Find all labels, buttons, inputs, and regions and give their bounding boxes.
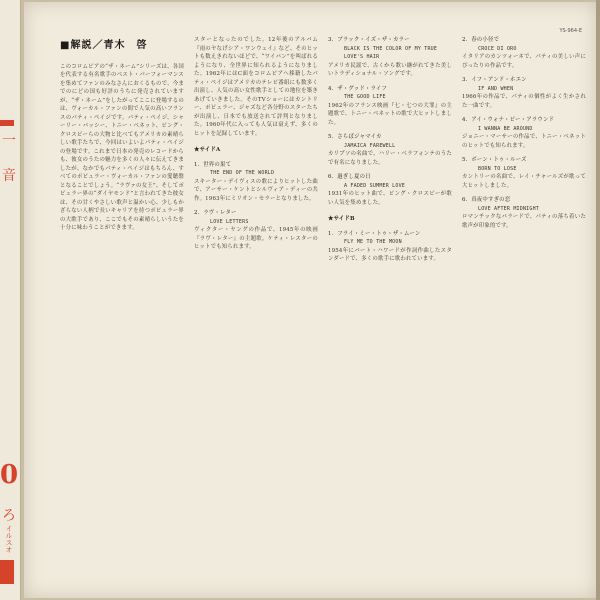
- track-description: カリプソの名曲で、ハリー・ベラフォンテのうたで有名になりました。: [328, 151, 452, 166]
- track-description: 1962年のフランス映画『七・七つの大罪』の主題歌で、トニー・ベネットの歌で大ヒットしました。: [328, 102, 452, 126]
- track-description: ヴィクター・ヤングの作品で、1945年の映画『ラヴ・レター』の主題歌。ケティ・レスターのヒットでも知られます。: [194, 227, 318, 250]
- track-title-jp: 1．フライ・ミー・トゥ・ザ・ムーン: [328, 230, 421, 237]
- track-description: イタリアのカンツォーネで、パティの美しい声にぴったりの作品です。: [462, 54, 586, 69]
- track-title-en: THE END OF THE WORLD: [210, 170, 275, 176]
- liner-column-3: [328, 36, 452, 592]
- track-entry: [462, 196, 586, 230]
- liner-column-4: [462, 36, 586, 592]
- liner-column-2: [194, 36, 318, 592]
- track-title-en: BORN TO LOSE: [478, 165, 517, 172]
- track-description: カントリーの名曲で、レイ・チャールズが歌って大ヒットしました。: [462, 174, 586, 189]
- track-title-en: LOVE AFTER MIDNIGHT: [478, 205, 539, 212]
- track-title-en: THE GOOD LIFE: [344, 94, 386, 100]
- track-title-jp: 3．ブラック・イズ・ザ・カラー: [328, 37, 410, 43]
- track-title-jp: 2．春の小径で: [462, 37, 500, 43]
- track-entry: [328, 230, 452, 264]
- track-title-en: LOVE LETTERS: [210, 218, 249, 225]
- liner-column-1: [60, 36, 184, 592]
- track-title-jp: 1．世界の果て: [194, 161, 232, 168]
- track-title-jp: 2．ラヴ・レター: [194, 210, 237, 216]
- track-entry: [328, 173, 452, 207]
- sleeve-glyph: ろ: [2, 508, 16, 524]
- track-title-jp: 5．さらばジャマイカ: [328, 134, 382, 140]
- liner-notes-page: [24, 2, 596, 598]
- track-entry: [462, 76, 586, 110]
- sleeve-red-block: [0, 560, 14, 584]
- track-title-en: JAMAICA FAREWELL: [344, 142, 396, 149]
- liner-body-text: このコロムビアの“ザ・ネーム”シリーズは、各国を代表する有名歌手のベスト・パーフォーマンスを集めてファンのみなさんにおくるもので、今までのにどの国も好評のうちに発売されていますが、“ザ・ネーム”をしたがってここに登場するのは、ヴォーカル・ファンの間で人気の高いフランスのパティ・ペイジです。パティ・ペイジ、シャーリー・バッシー、トニー・ベネット、ビング・クロスビーらの大物と比べてもアメリカの素晴らしい歌手たちで、今回はいよいよパティ・ペイジの登場です。これまで日本の発売のレコードからも、彼女のうたの魅力を多くの人々に伝えてきましたが、なかでもパティ・ペイジはもちろん、すべてのポピュラー・ヴォーカル・ファンの愛聴盤となることでしょう。“ラヴァの女王”、そしてポピュラー界の“ダイヤモンド”と言われてきた彼女は、その甘くやさしい歌声と温かい心、少しもかざらない人柄で長いキャリアを持つポピュラー界の大歌手であり、ここでもその素晴らしいうたを十分に味わうことができます。: [60, 63, 184, 231]
- track-entry: [194, 209, 318, 252]
- liner-heading: ■解説／青木 啓: [60, 40, 148, 51]
- record-sleeve-edge: [0, 0, 21, 600]
- track-title-jp: 5．ボーン・トゥ・ルーズ: [462, 157, 527, 163]
- sleeve-glyph: 音: [2, 168, 16, 184]
- track-title-jp: 4．アイ・ウォナ・ビー・アラウンド: [462, 117, 555, 123]
- track-title-jp: 3．イフ・アンド・ホエン: [462, 77, 527, 83]
- track-entry: [194, 161, 318, 204]
- track-description: ジョニー・マーサーの作品で、トニー・ベネットのヒットでも知られます。: [462, 134, 586, 149]
- track-entry: [462, 36, 586, 70]
- track-description: 1966年の作品で、パティの個性がよく生かされた一曲です。: [462, 94, 586, 109]
- sleeve-glyph: 0: [0, 460, 19, 490]
- track-entry: [328, 133, 452, 167]
- track-entry: [328, 85, 452, 128]
- track-title-en: CROCE DI ORO: [478, 45, 517, 52]
- side-b-label: ★サイドB: [328, 216, 355, 222]
- sleeve-right-edge: [596, 0, 600, 600]
- sleeve-red-bar: [0, 120, 14, 126]
- track-entry: [328, 36, 452, 79]
- track-title-jp: 6．真夜中すぎの恋: [462, 197, 511, 203]
- track-description: 1954年にバート・ハワードが作詞作曲したスタンダードで、多くの歌手に歌われています。: [328, 247, 452, 262]
- side-a-label: ★サイドA: [194, 147, 221, 153]
- track-description: アメリカ民謡で、古くから歌い継がれてきた美しいトラディショナル・ソングです。: [328, 62, 452, 77]
- track-title-en: A FADED SUMMER LOVE: [344, 182, 405, 189]
- sleeve-side-text: イルスオ: [5, 525, 13, 553]
- liner-notes-columns: [60, 36, 588, 592]
- track-entry: [462, 156, 586, 190]
- track-title-en: I WANNA BE AROUND: [478, 125, 533, 132]
- track-title-en: FLY ME TO THE MOON: [344, 239, 402, 245]
- track-description: 1931年のヒット曲で、ビング・クロスビーが歌い人気を集めました。: [328, 191, 452, 206]
- track-title-en: BLACK IS THE COLOR OF MY TRUE LOVE'S HAIR: [344, 45, 438, 60]
- sleeve-glyph: 一: [2, 133, 16, 149]
- track-title-jp: 4．ザ・グッド・ライフ: [328, 85, 387, 92]
- track-title-en: IF AND WHEN: [478, 85, 514, 92]
- liner-body-text: スターとなったのでした。12年後のアルバム『雨のヤなげシア・ワンウェイ』など、そのヒットも数えきれないほどで、“ワイバン”を叫ばれるようになり、全世界に知られるようになりました。1962年にはC面をコロムビアへ移籍したパティ・ペイジはアメリカのテレビ番組にも数多く出演し、人気の高い女性歌手としての地位を築きあげていきました。そのTVショーにはカントリー、ポピュラー、ジャズなど各分野のスターたちが出演し、日本でも放送されて評判となりました。1960年代に入っても人気は衰えず、多くのヒットを記録しています。: [194, 37, 318, 137]
- track-entry: [462, 116, 586, 150]
- track-title-jp: 6．過ぎし夏の日: [328, 174, 371, 180]
- track-description: ロマンチックなバラードで、パティの落ち着いた歌声が印象的です。: [462, 214, 586, 229]
- track-description: スキーター・デイヴィスの歌によりヒットした曲で、アーサー・ケントとシルヴィア・ディーの共作。1963年にミリオン・セラーとなりました。: [194, 178, 318, 202]
- catalog-number: YS-964-E: [559, 28, 582, 34]
